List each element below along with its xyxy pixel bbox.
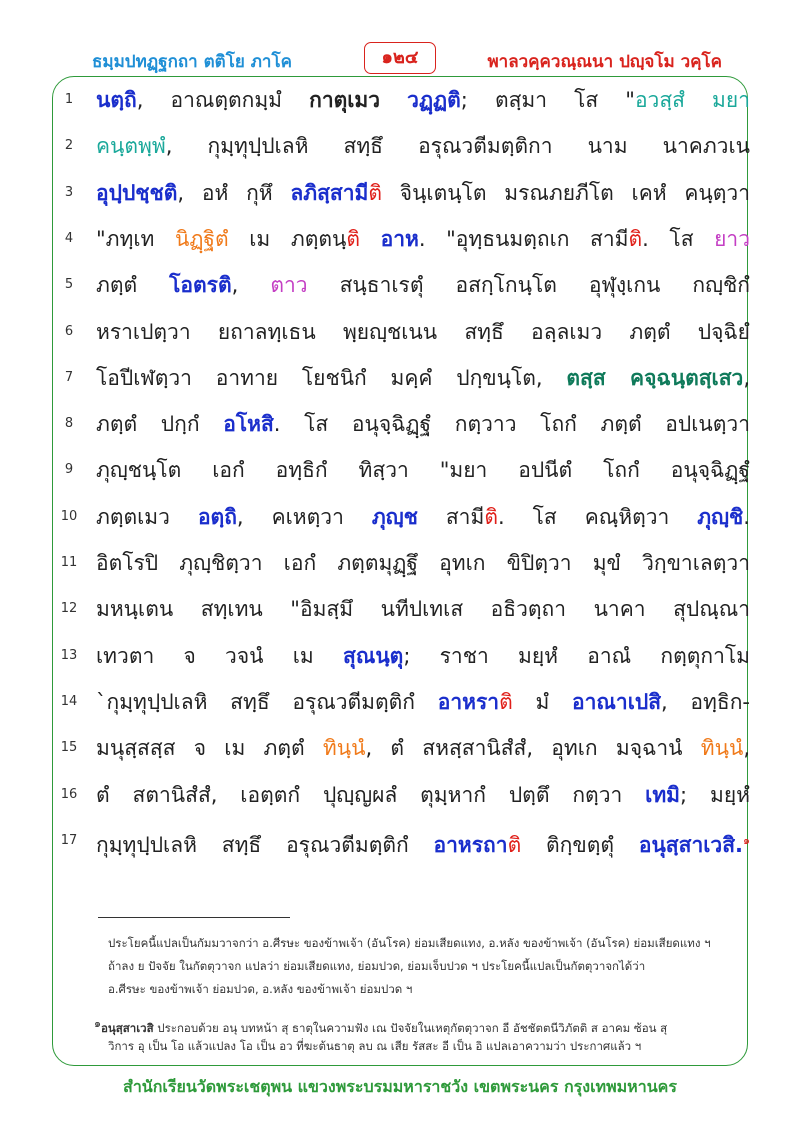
line-number: 7 [64,369,74,385]
line-text [96,638,750,674]
text-segment: ติ [628,226,643,251]
text-line [52,173,752,217]
text-segment [360,227,381,251]
line-text [96,499,750,535]
footnote-mark: ๑ [94,1017,101,1030]
text-segment: นิฏฺฐิตํ [174,226,229,251]
text-segment: อาณาเปสิ [572,689,662,714]
text-segment: ; มยฺหํ [680,782,750,807]
text-segment: `กุมฺทุปฺปเลหิ สทฺธึ อรุณวตีมตฺติกํ [96,689,438,714]
text-segment: ภุญฺชนฺโต เอกํ อทฺธิกํ ทิสฺวา "มยา อปนีตํ โถกํ อนุจฺฉิฏฺฐํ [96,458,750,483]
text-segment: ทินฺนํ [322,736,366,761]
text-segment: เทมิ [645,782,681,807]
text-segment: มนุสฺสสฺส จ เม ภตฺตํ [96,736,323,761]
text-segment: เม ภตฺตนฺ [228,226,347,251]
line-number: 5 [64,277,74,293]
book-title: ธมฺมปทฏฺฐกถา ตติโย ภาโค [92,52,292,72]
line-number: 9 [64,462,74,478]
line-number: 4 [64,230,74,246]
text-segment: ติ [346,226,360,251]
line-number: 12 [60,601,78,617]
text-segment: ลภิสฺสามี [290,180,369,205]
text-segment: อิตโรปิ ภุญฺชิตฺวา เอกํ ภตฺตมุฏฺฐึ อุทเก ขิปิตฺวา มุขํ วิกฺขาเลตฺวา [96,551,750,575]
line-number: 8 [64,416,74,432]
footnote-line: ถ้าลง ย ปัจจัย ในกัตตุวาจก แปลว่า ย่อมเสียดแทง, ย่อมปวด, ย่อมเจ็บปวด ฯ ประโยคนี้แปลเป็นกัตตุวาจกได้ว่า [108,959,646,973]
text-segment: ภตฺตเมว [96,504,198,529]
text-segment: สามี [417,504,485,529]
text-segment: ภตฺตํ ปกฺกํ [96,412,224,437]
text-segment: . โส [642,226,715,251]
text-segment: ติ [507,832,522,857]
page-footer: สำนักเรียนวัดพระเชตุพน แขวงพระบรมมหาราชวัง เขตพระนคร กรุงเทพมหานคร [123,1077,677,1096]
text-line [52,775,752,819]
text-line [52,450,752,494]
text-segment: ภตฺตํ [96,273,170,298]
text-line [52,589,752,633]
text-line [52,821,752,865]
text-segment: , อหํ กุหึ [177,180,291,205]
text-segment: , อทฺธิก- [661,689,750,714]
text-segment: อุปฺปชฺชติ [96,180,178,205]
text-segment: ติกฺขตฺตุํ [521,832,639,857]
text-segment: อาห [380,226,419,251]
text-line [52,265,752,309]
text-line [52,543,752,587]
text-segment: . "อุทฺธนมตฺถเก สามี [418,226,629,251]
line-text [96,730,750,766]
footnote-line: ประโยคนี้แปลเป็นกัมมวาจกว่า อ.ศีรษะ ของข้าพเจ้า (อันโรค) ย่อมเสียดแทง, อ.หลัง ของข้าพเจ้า (อันโรค) ย่อมเสียดแทง ฯ [108,936,711,950]
line-number: 11 [60,555,78,570]
text-segment: กาตุเมว [309,88,381,112]
text-segment: , [231,273,271,298]
text-segment: ติ [499,689,513,714]
text-segment: ตาว [270,273,308,298]
text-segment: ยาว [714,226,750,251]
footnote-line: วิการ อุ เป็น โอ แล้วแปลง โอ เป็น อว ที่ฆะต้นธาตุ ลบ ณ เสีย รัสสะ อี เป็น อิ แปลเอาความว่า ประกาศแล้ว ฯ [108,1039,642,1053]
line-number: 3 [64,184,74,200]
line-text [96,777,750,813]
line-number: 14 [60,693,78,709]
line-number: 6 [64,323,74,339]
text-line [52,497,752,541]
text-segment: วฏฺฏติ [407,88,461,112]
text-segment: คนฺตพฺพํ [96,134,166,159]
text-segment: ติ [484,504,498,529]
text-segment: จินฺเตนฺโต มรณภยภีโต เคหํ คนฺตฺวา [382,180,751,205]
text-segment: โอปีเฬตฺวา อาทาย โยชนิกํ มคฺคํ ปกฺขนฺโต, [96,365,567,390]
text-line [52,80,752,124]
page-number-badge: ๑๒๔ [364,42,436,74]
line-text [96,684,750,720]
line-text [96,360,750,396]
text-segment: ๑ [743,833,750,847]
line-number: 15 [60,740,78,756]
line-number: 13 [60,647,78,663]
line-text [96,314,750,350]
text-segment: อวสฺสํ มยา [634,88,750,112]
text-segment: , กุมฺทุปฺปเลหิ สทฺธึ อรุณวตีมตฺติกา นาม นาคภวเน [165,134,750,159]
text-segment: อนุสฺสาเวสิ [638,832,736,857]
text-segment: เทวตา จ วจนํ เม [96,643,344,668]
text-segment: ภุญฺชิ [697,504,744,529]
text-segment: ภุญฺช [371,504,418,529]
text-segment: กุมฺทุปฺปเลหิ สทฺธึ อรุณวตีมตฺติกํ [96,832,434,857]
text-segment: หราเปตฺวา ยถาลทฺเธน พฺยญฺชเนน สทฺธึ อลฺลเมว ภตฺตํ ปจฺฉิยํ [96,319,750,344]
footnote-line: อ.ศีรษะ ของข้าพเจ้า ย่อมปวด, อ.หลัง ของข้าพเจ้า ย่อมปวด ฯ [108,982,413,996]
text-segment: สนฺธาเรตุํ อสกฺโกนฺโต อุฬุงฺเกน กญฺชิกํ [307,273,750,298]
text-segment: อาหรา [437,689,500,714]
footnote-text: ประกอบด้วย อนุ บทหน้า สุ ธาตุในความฟัง เณ ปัจจัยในเหตุกัตตุวาจก อี อัชชัตตนีวิภัตติ ส อาคม ซ้อน สุ [153,1020,668,1035]
text-segment: มหนฺเตน สทฺเทน "อิมสฺมึ นทีปเทเส อธิวตฺถา นาคา สุปณฺณา [96,597,750,622]
text-segment: , [743,736,750,761]
line-text [96,221,750,257]
text-segment: ; ราชา มยฺหํ อาณํ กตฺตุกาโม [403,643,750,668]
text-line [52,358,752,402]
footnote-term: อนุสฺสาเวสิ [100,1020,154,1035]
line-text [96,175,750,211]
text-segment: นตฺถิ [96,88,137,112]
text-segment: , [743,365,750,390]
text-segment: ตํ สตานิสํสํ, เอตฺตกํ ปุญฺญผลํ ตุมฺหากํ ปตฺตึ กตฺวา [96,782,646,807]
text-segment: อาหรถา [433,832,508,857]
text-segment: อโหสิ [223,412,274,437]
text-line [52,636,752,680]
text-segment: . โส คณฺหิตฺวา [497,504,698,529]
text-segment: , ตํ สหสฺสานิสํสํ, อุทเก มจฺฉานํ [365,736,701,761]
text-segment: ตสฺส คจฺฉนฺตสฺเสว [566,365,744,390]
line-text [96,406,750,442]
text-segment: อตฺถิ [197,504,237,529]
text-segment: "ภทฺเท [96,226,175,251]
text-line [52,728,752,772]
line-text [96,545,750,581]
line-text [96,82,750,118]
line-number: 10 [60,508,78,524]
text-line [52,682,752,726]
text-segment: ทินฺนํ [700,736,744,761]
text-segment: . โส อนุจฺฉิฏฺฐํ กตฺวาว โถกํ ภตฺตํ อปเนตฺวา [273,412,750,437]
text-segment: ; ตสฺมา โส " [460,88,635,112]
line-text [96,823,750,863]
line-number: 17 [60,832,78,848]
text-segment: , คเหตฺวา [236,504,372,529]
chapter-title: พาลวคฺควณฺณนา ปญฺจโม วคฺโค [487,52,722,72]
line-text [96,267,750,303]
text-line [52,126,752,170]
text-segment [380,88,407,112]
text-line [52,219,752,263]
footnote-divider [98,917,290,918]
text-segment: , อาณตฺตกมฺมํ [136,88,310,112]
text-segment: . [735,832,744,857]
text-segment: . [743,504,750,529]
text-line [52,312,752,356]
line-text [96,128,750,164]
text-line [52,404,752,448]
page-header [0,42,800,76]
line-number: 2 [64,138,74,154]
line-text [96,452,750,488]
line-text [96,591,750,627]
line-number: 16 [60,786,78,802]
line-number: 1 [64,92,74,107]
text-segment: มํ [512,689,573,714]
text-segment: ติ [368,180,383,205]
text-segment: สุณนฺตุ [343,643,404,668]
text-segment: โอตรติ [169,273,232,298]
